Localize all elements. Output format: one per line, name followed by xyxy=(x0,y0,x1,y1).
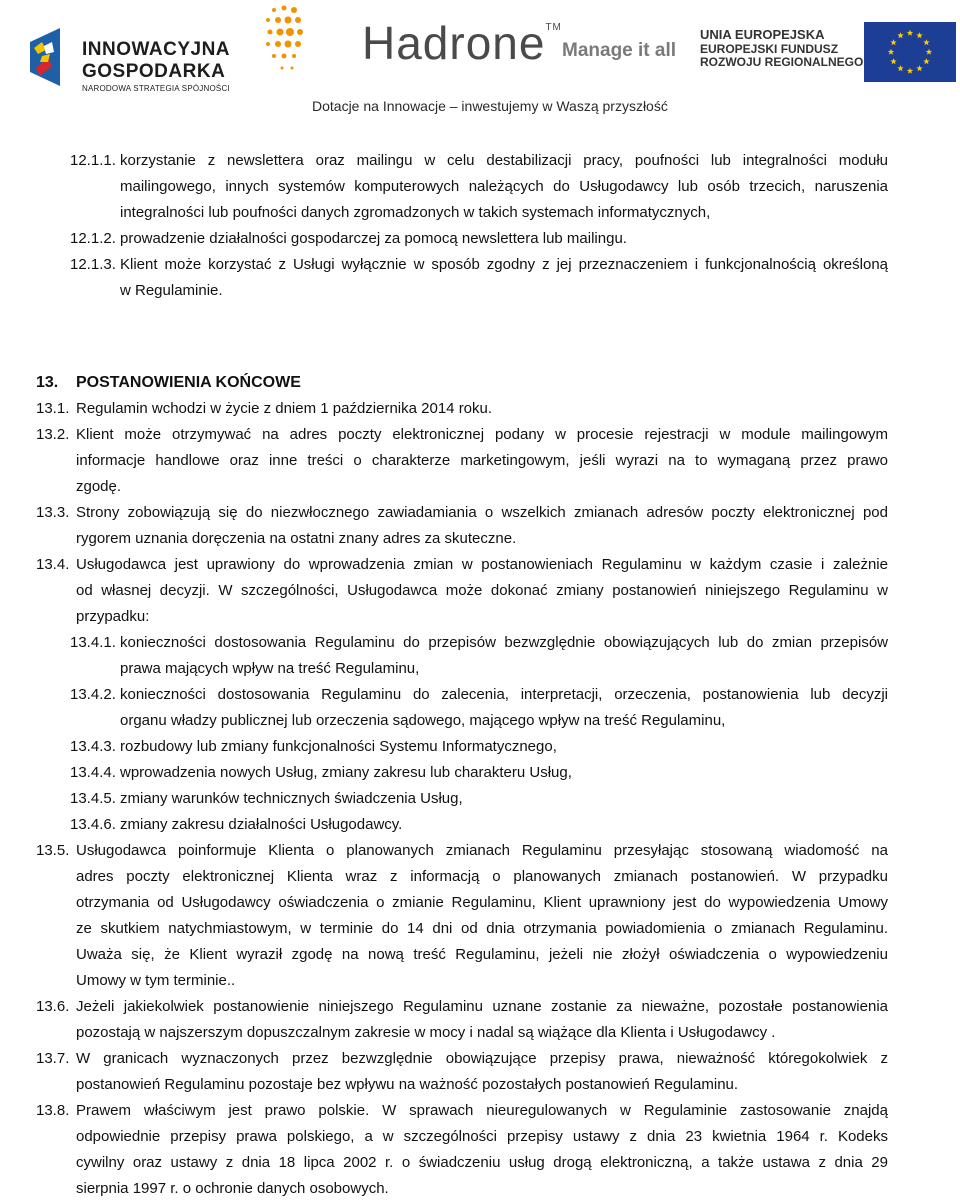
clause-line: mailingowego, innych systemów komputerowych należących do Usługodawcy lub osób trzecich, naruszenia xyxy=(120,178,888,195)
clause-line: konieczności dostosowania Regulaminu do zalecenia, interpretacji, orzeczenia, postanowienia lub decyzji xyxy=(120,686,888,703)
clause-text xyxy=(120,786,888,812)
clause-line: postanowień Regulaminu pozostaje bez wpływu na ważność pozostałych postanowień Regulaminu. xyxy=(76,1076,739,1093)
clause-line: zmiany warunków technicznych świadczenia Usług, xyxy=(120,790,463,807)
clause-number: 13.4.6. xyxy=(70,816,116,833)
clause-line: POSTANOWIENIA KOŃCOWE xyxy=(76,374,301,391)
clause-number: 13.1. xyxy=(36,400,70,417)
clause-text xyxy=(76,396,888,422)
clause-line: adres poczty elektronicznej Klienta wraz z informacją o planowanych zmianach postanowień. W przypadku xyxy=(76,868,888,885)
hadrone-logo xyxy=(262,2,682,80)
clause-line: Umowy w tym terminie.. xyxy=(76,972,236,989)
hadrone-name xyxy=(362,16,562,70)
clause-line: przypadku: xyxy=(76,608,150,625)
clause-line: Jeżeli jakiekolwiek postanowienie niniejszego Regulaminu uznane zostanie za nieważne, pozostałe postanowienia xyxy=(76,998,888,1015)
innowacyjna-gospodarka-logo xyxy=(30,22,230,102)
clause-line: w Regulaminie. xyxy=(120,282,223,299)
clause-text xyxy=(76,422,888,500)
clause-line: zgodę. xyxy=(76,478,122,495)
clause-line: Uważa się, że Klient wyraził zgodę na nową treść Regulaminu, jeżeli nie złożył oświadczenia o wypowiedzeniu xyxy=(76,946,888,963)
clause-line: od własnej decyzji. W szczególności, Usługodawca może dokonać zmiany postanowień niniejszego Regulaminu w xyxy=(76,582,888,599)
clause-number: 12.1.1. xyxy=(70,152,116,169)
ig-line1: INNOWACYJNA xyxy=(82,39,231,60)
clause-number: 13.8. xyxy=(36,1102,70,1119)
clause-number: 13. xyxy=(36,374,59,391)
clause-line: informacje handlowe oraz inne treści o charakterze marketingowym, jeśli wyrazi na to wymaganą przez prawo xyxy=(76,452,888,469)
clause-text xyxy=(76,838,888,994)
clause-text xyxy=(120,252,888,304)
clause-line: prowadzenie działalności gospodarczej za pomocą newslettera lub mailingu. xyxy=(120,230,627,247)
clause-text xyxy=(120,734,888,760)
eu-line2: EUROPEJSKI FUNDUSZ xyxy=(700,41,839,56)
ig-flag-icon xyxy=(30,28,74,86)
page-header xyxy=(0,0,960,120)
clause-number: 12.1.3. xyxy=(70,256,116,273)
clause-text xyxy=(76,500,888,552)
clause-text xyxy=(120,682,888,734)
clause-number: 13.4.2. xyxy=(70,686,116,703)
clause-number: 13.5. xyxy=(36,842,70,859)
clause-line: sierpnia 1997 r. o ochronie danych osobowych. xyxy=(76,1180,389,1197)
clause-line: Usługodawca jest uprawiony do wprowadzenia zmian w postanowieniach Regulaminu w każdym czasie i zależnie xyxy=(76,556,888,573)
clause-number: 13.7. xyxy=(36,1050,70,1067)
eu-line1: UNIA EUROPEJSKA xyxy=(700,27,825,42)
clause-number: 13.4. xyxy=(36,556,70,573)
hadrone-title: Hadrone xyxy=(362,17,546,69)
eu-flag-icon xyxy=(864,22,956,82)
clause-line: pozostają w najszerszym dopuszczalnym zakresie w mocy i nadal są wiążące dla Klienta i Usługodawcy . xyxy=(76,1024,776,1041)
clause-text xyxy=(120,226,888,252)
clause-line: prawa mających wpływ na treść Regulaminu, xyxy=(120,660,420,677)
clause-text xyxy=(120,812,888,838)
clause-line: cywilny oraz ustawy z dnia 18 lipca 2002 r. o świadczeniu usług drogą elektroniczną, a także ustawa z dnia 29 xyxy=(76,1154,888,1171)
ig-line3: NARODOWA STRATEGIA SPÓJNOŚCI xyxy=(82,84,230,93)
clause-text xyxy=(76,370,888,396)
clause-line: odpowiednie przepisy prawa polskiego, a w szczególności przepisy ustawy z dnia 23 kwietnia 1964 r. Kodeks xyxy=(76,1128,888,1145)
clause-number: 13.4.4. xyxy=(70,764,116,781)
funding-tagline: Dotacje na Innowacje – inwestujemy w Waszą przyszłość xyxy=(312,98,668,114)
clause-line: Usługodawca poinformuje Klienta o planowanych zmianach Regulaminu przesyłając stosowaną wiadomość na xyxy=(76,842,888,859)
clause-line: wprowadzenia nowych Usług, zmiany zakresu lub charakteru Usług, xyxy=(120,764,572,781)
clause-number: 13.6. xyxy=(36,998,70,1015)
hadrone-dots-icon xyxy=(262,2,352,80)
clause-line: korzystanie z newslettera oraz mailingu w celu destabilizacji pracy, poufności lub integralności modułu xyxy=(120,152,888,169)
clause-text xyxy=(76,1046,888,1098)
clause-line: otrzymania od Usługodawcy oświadczenia o zmianie Regulaminu, Klient uprawniony jest do wypowiedzenia Umowy xyxy=(76,894,888,911)
clause-text xyxy=(120,148,888,226)
hadrone-tagline: Manage it all xyxy=(562,40,677,61)
clause-line: Strony zobowiązują się do niezwłocznego zawiadamiania o wszelkich zmianach adresów poczty elektronicznej pod xyxy=(76,504,888,521)
eu-logo xyxy=(700,22,958,82)
clause-line: integralności lub poufności danych zgromadzonych w takich systemach informatycznych, xyxy=(120,204,711,221)
clause-number: 13.3. xyxy=(36,504,70,521)
clause-line: konieczności dostosowania Regulaminu do przepisów bezwzględnie obowiązujących lub do zmian przepisów xyxy=(120,634,888,651)
clause-line: Klient może korzystać z Usługi wyłącznie w sposób zgodny z jej przeznaczeniem i funkcjonalnością określoną xyxy=(120,256,888,273)
clause-number: 13.2. xyxy=(36,426,70,443)
clause-number: 13.4.1. xyxy=(70,634,116,651)
hadrone-tm: TM xyxy=(545,22,562,33)
clause-line: rygorem uznania doręczenia na ostatni znany adres za skuteczne. xyxy=(76,530,517,547)
clause-line: Regulamin wchodzi w życie z dniem 1 października 2014 roku. xyxy=(76,400,493,417)
clause-text xyxy=(120,630,888,682)
clause-number: 12.1.2. xyxy=(70,230,116,247)
clause-line: zmiany zakresu działalności Usługodawcy. xyxy=(120,816,403,833)
clause-line: ze skutkiem natychmiastowym, w terminie do 14 dni od dnia otrzymania powiadomienia o zmianach Regulaminu. xyxy=(76,920,888,937)
clause-text xyxy=(76,994,888,1046)
clause-text xyxy=(120,760,888,786)
ig-line2: GOSPODARKA xyxy=(82,61,226,82)
clause-line: rozbudowy lub zmiany funkcjonalności Systemu Informatycznego, xyxy=(120,738,557,755)
eu-line3: ROZWOJU REGIONALNEGO xyxy=(700,54,864,69)
clause-line: W granicach wyznaczonych przez bezwzględnie obowiązujące przepisy prawa, nieważność któregokolwiek z xyxy=(76,1050,888,1067)
clause-line: Klient może otrzymywać na adres poczty elektronicznej podany w procesie rejestracji w module mailingowym xyxy=(76,426,888,443)
clause-text xyxy=(76,552,888,630)
clause-line: Prawem właściwym jest prawo polskie. W sprawach nieuregulowanych w Regulaminie zastosowanie znajdą xyxy=(76,1102,888,1119)
clause-line: organu władzy publicznej lub orzeczenia sądowego, mającego wpływ na treść Regulaminu, xyxy=(120,712,726,729)
clause-text xyxy=(76,1098,888,1202)
clause-number: 13.4.5. xyxy=(70,790,116,807)
clause-number: 13.4.3. xyxy=(70,738,116,755)
